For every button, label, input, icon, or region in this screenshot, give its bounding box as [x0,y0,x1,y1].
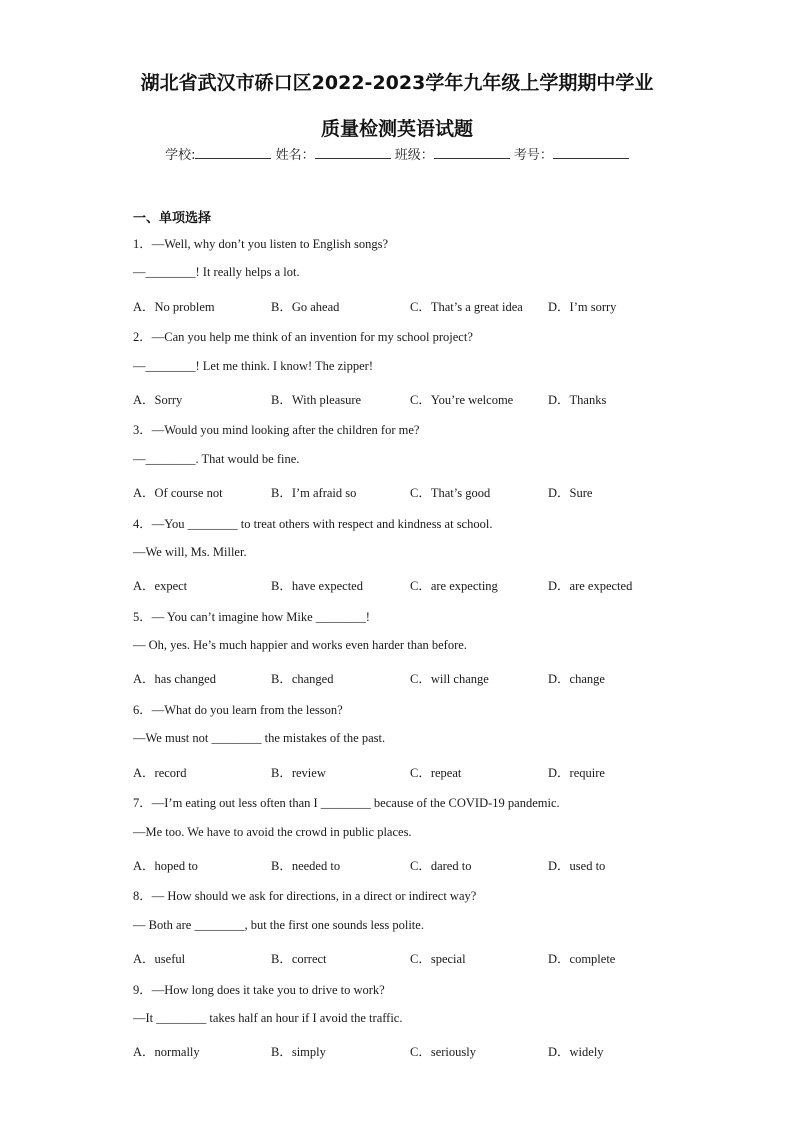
answer-option-d[interactable]: D．used to [548,858,606,873]
answer-option-c[interactable]: C．seriously [410,1045,476,1060]
answer-option-d[interactable]: D．complete [548,952,616,966]
school-label: 学校: [165,148,196,163]
answer-option-b[interactable]: B．have expected [271,579,363,594]
school-blank[interactable] [195,146,271,159]
answer-option-a[interactable]: A．has changed [133,672,216,687]
question-response: —It ________ takes half an hour if I avoid the traffic. [133,1010,403,1025]
answer-option-a[interactable]: A．record [133,765,187,780]
question-response: — Both are ________, but the first one sounds less polite. [133,917,424,932]
answer-option-c[interactable]: C．dared to [410,858,472,873]
question-stem: 8．— How should we ask for directions, in a direct or indirect way? [133,889,477,904]
name-blank[interactable] [315,146,391,159]
section-title: 一、单项选择 [133,211,212,226]
question-stem: 9．—How long does it take you to drive to work? [133,982,385,997]
page-title-line2: 质量检测英语试题 [320,118,473,140]
exam-number-label: 考号： [513,148,553,163]
student-info-row [0,144,794,163]
answer-option-a[interactable]: A．Sorry [133,392,183,407]
answer-option-c[interactable]: C．That’s a great idea [410,299,523,314]
question-stem: 2．—Can you help me think of an invention for my school project? [133,330,473,345]
answer-option-b[interactable]: B．Go ahead [271,299,340,314]
answer-option-d[interactable]: D．Thanks [548,392,607,407]
question-response: —Me too. We have to avoid the crowd in public places. [133,824,412,839]
answer-option-b[interactable]: B．changed [271,672,334,687]
exam-number-blank[interactable] [553,146,629,159]
answer-option-c[interactable]: C．You’re welcome [410,392,514,407]
question-response: — Oh, yes. He’s much happier and works even harder than before. [133,638,467,653]
answer-option-d[interactable]: D．widely [548,1045,604,1060]
answer-option-d[interactable]: D．require [548,765,605,780]
answer-option-a[interactable]: A．hoped to [133,858,198,873]
page-title-line1: 湖北省武汉市硚口区2022-2023学年九年级上学期期中学业 [140,72,654,94]
answer-option-d[interactable]: D．change [548,672,605,687]
question-response: —________! It really helps a lot. [133,265,300,280]
answer-option-a[interactable]: A．useful [133,952,186,966]
answer-option-a[interactable]: A．normally [133,1045,200,1060]
question-stem: 5．— You can’t imagine how Mike ________! [133,609,370,624]
question-stem: 7．—I’m eating out less often than I ________ because of the COVID-19 pandemic. [133,796,560,811]
answer-option-b[interactable]: B．I’m afraid so [271,486,357,500]
answer-option-b[interactable]: B．simply [271,1045,326,1060]
answer-option-a[interactable]: A．No problem [133,299,215,314]
question-response: —We will, Ms. Miller. [133,544,247,559]
answer-option-d[interactable]: D．I’m sorry [548,299,617,314]
answer-option-c[interactable]: C．will change [410,672,489,687]
question-stem: 4．—You ________ to treat others with respect and kindness at school. [133,516,493,531]
class-blank[interactable] [434,146,510,159]
answer-option-c[interactable]: C．special [410,952,466,966]
question-stem: 6．—What do you learn from the lesson? [133,703,343,717]
answer-option-a[interactable]: A．expect [133,579,188,594]
answer-option-c[interactable]: C．are expecting [410,579,498,594]
question-stem: 3．—Would you mind looking after the children for me? [133,423,420,438]
class-label: 班级： [394,148,434,163]
answer-option-b[interactable]: B．review [271,765,326,780]
answer-option-b[interactable]: B．With pleasure [271,392,362,407]
answer-option-c[interactable]: C．repeat [410,765,462,780]
answer-option-b[interactable]: B．needed to [271,858,341,873]
answer-option-c[interactable]: C．That’s good [410,486,491,500]
answer-option-d[interactable]: D．are expected [548,579,633,594]
question-stem: 1．—Well, why don’t you listen to English songs? [133,237,389,251]
answer-option-d[interactable]: D．Sure [548,486,593,500]
name-label: 姓名： [275,148,315,163]
question-response: —________! Let me think. I know! The zipper! [133,358,373,373]
answer-option-a[interactable]: A．Of course not [133,486,223,500]
question-response: —We must not ________ the mistakes of the past. [133,731,386,746]
question-response: —________. That would be fine. [133,451,300,466]
answer-option-b[interactable]: B．correct [271,952,327,966]
